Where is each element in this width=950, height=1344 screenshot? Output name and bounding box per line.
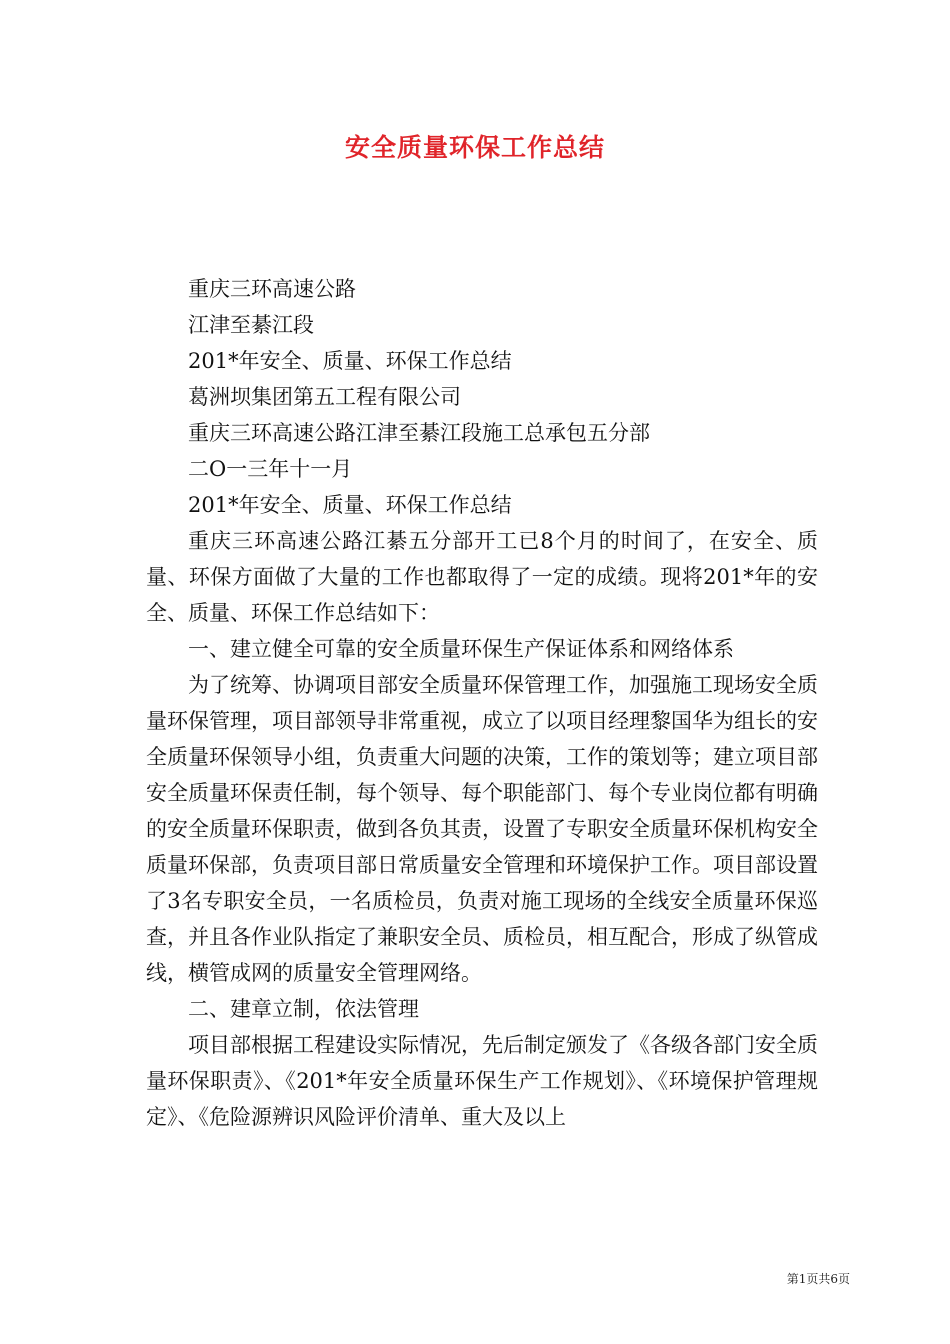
document-body: [146, 271, 818, 1135]
paragraph: 201*年安全、质量、环保工作总结: [188, 349, 512, 373]
paragraph: 二、建章立制，依法管理: [188, 997, 419, 1021]
paragraph: 二O一三年十一月: [188, 457, 353, 481]
paragraph: 重庆三环高速公路江綦五分部开工已8个月的时间了，在安全、质量、环保方面做了大量的工作也都取得了一定的成绩。现将201*年的安全、质量、环保工作总结如下：: [146, 529, 818, 625]
paragraph: 为了统筹、协调项目部安全质量环保管理工作，加强施工现场安全质量环保管理，项目部领导非常重视，成立了以项目经理黎国华为组长的安全质量环保领导小组，负责重大问题的决策，工作的策划等；建立项目部安全质量环保责任制，每个领导、每个职能部门、每个专业岗位都有明确的安全质量环保职责，做到各负其责，设置了专职安全质量环保机构安全质量环保部，负责项目部日常质量安全管理和环境保护工作。项目部设置了3名专职安全员，一名质检员，负责对施工现场的全线安全质量环保巡查，并且各作业队指定了兼职安全员、质检员，相互配合，形成了纵管成线，横管成网的质量安全管理网络。: [146, 673, 818, 985]
paragraph: 项目部根据工程建设实际情况，先后制定颁发了《各级各部门安全质量环保职责》、《201*年安全质量环保生产工作规划》、《环境保护管理规定》、《危险源辨识风险评价清单、重大及以上: [146, 1033, 818, 1129]
paragraph: 重庆三环高速公路: [188, 277, 356, 301]
paragraph: 葛洲坝集团第五工程有限公司: [188, 385, 461, 409]
paragraph: 江津至綦江段: [188, 313, 314, 337]
document-title: 安全质量环保工作总结: [344, 133, 605, 162]
paragraph: 一、建立健全可靠的安全质量环保生产保证体系和网络体系: [188, 637, 734, 661]
paragraph: 201*年安全、质量、环保工作总结: [188, 493, 512, 517]
page-number: 第1页共6页: [786, 1272, 850, 1286]
paragraph: 重庆三环高速公路江津至綦江段施工总承包五分部: [188, 421, 650, 445]
